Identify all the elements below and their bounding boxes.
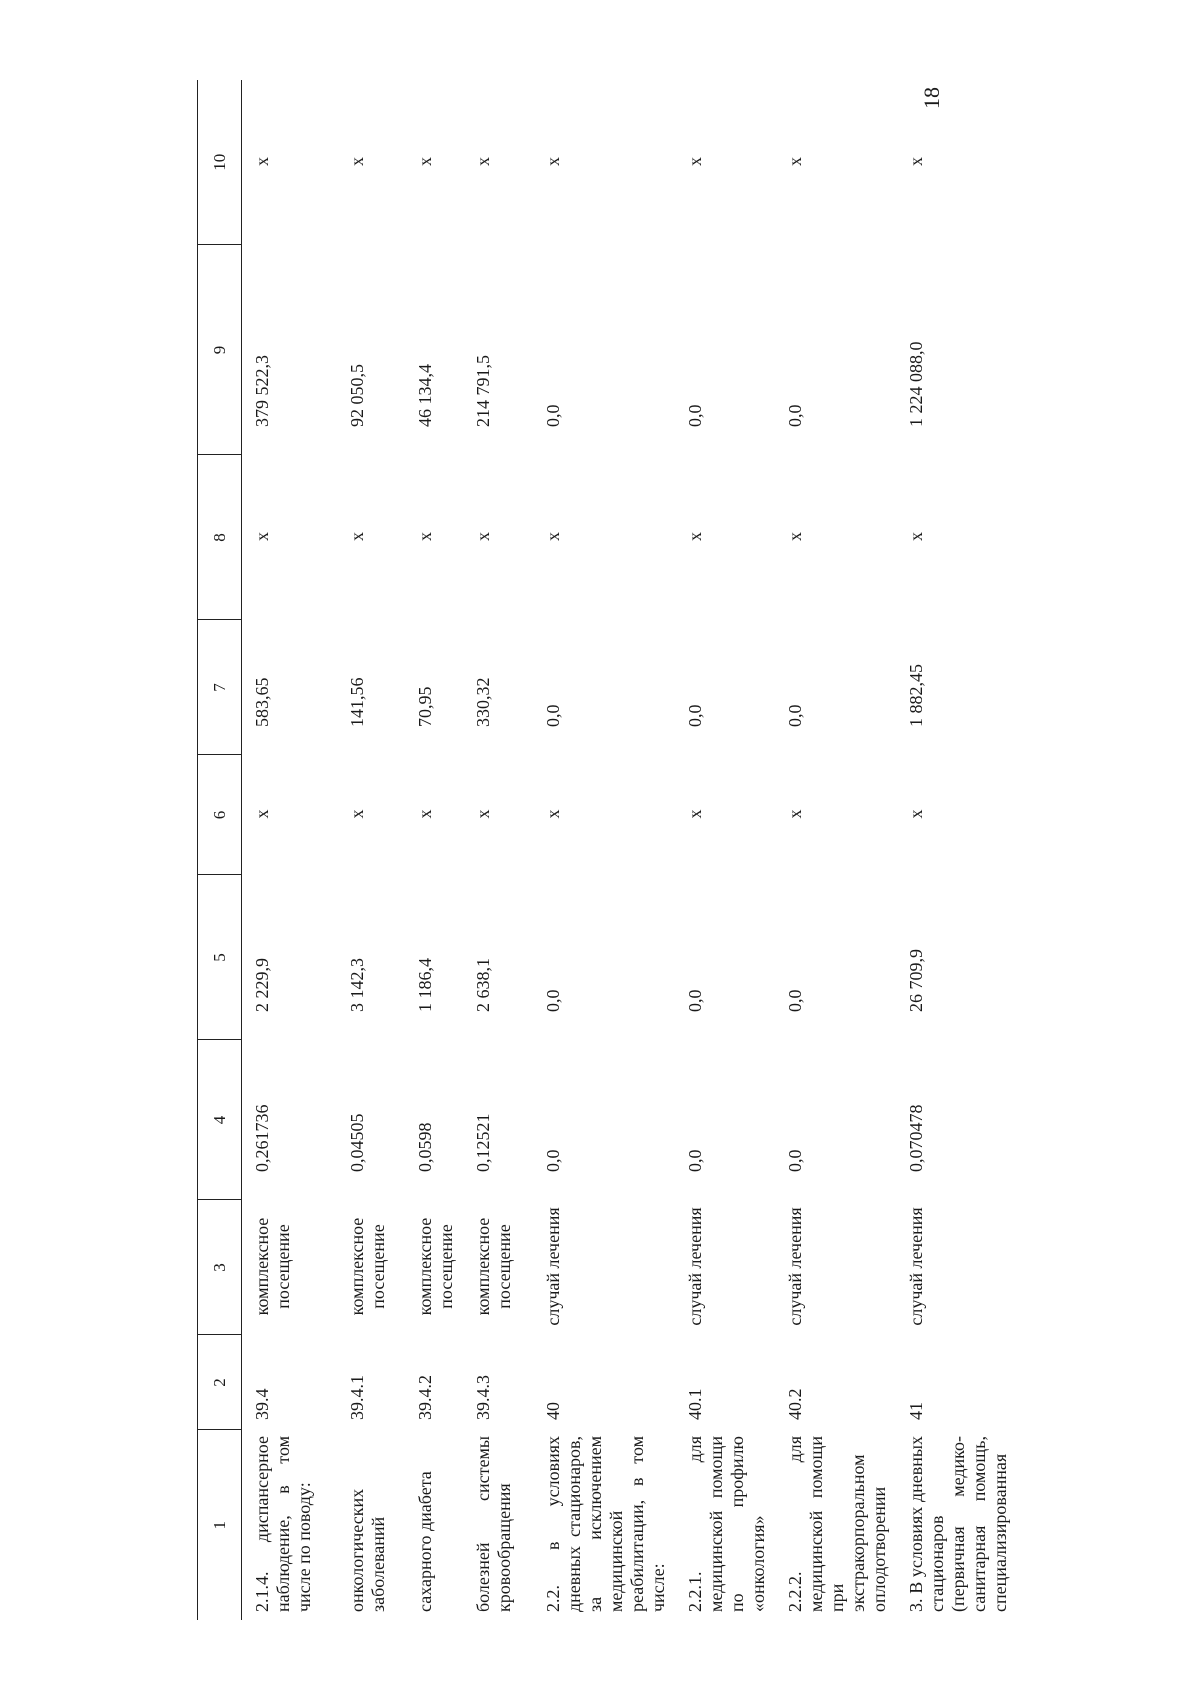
total-cell: 0,0 <box>542 404 563 427</box>
table-row <box>533 80 675 1620</box>
x-cell: x <box>252 157 272 166</box>
total-cell: 214 791,5 <box>472 355 493 427</box>
unit-cell: случай лечения <box>542 1207 563 1326</box>
x-cell: x <box>414 157 435 166</box>
table-row <box>405 80 463 1620</box>
column-header: 6 <box>198 755 242 875</box>
row-code: 40.1 <box>684 1388 705 1420</box>
x-cell: x <box>346 809 367 819</box>
x-cell: x <box>905 157 926 166</box>
column-header: 9 <box>198 245 242 455</box>
total-cell: 0,0 <box>784 404 805 427</box>
row-label: сахарного диабета <box>414 1471 435 1612</box>
x-cell: x <box>784 809 805 819</box>
row-label: онкологических заболеваний <box>346 1488 388 1612</box>
cost-cell: 0,0 <box>784 989 805 1012</box>
per-capita-cell: 70,95 <box>414 686 435 727</box>
table-row <box>463 80 533 1620</box>
total-cell: 0,0 <box>684 404 705 427</box>
row-label: болезней системы кровообращения <box>472 1436 514 1612</box>
volume-cell: 0,0 <box>784 1149 805 1172</box>
x-cell: x <box>684 157 705 166</box>
unit-cell: комплексное посещение <box>414 1217 456 1316</box>
per-capita-cell: 1 882,45 <box>905 664 926 727</box>
cost-cell: 26 709,9 <box>905 949 926 1012</box>
column-header: 7 <box>198 620 242 755</box>
cost-cell: 3 142,3 <box>346 958 367 1012</box>
row-code: 39.4.2 <box>414 1375 435 1420</box>
cost-cell: 0,0 <box>542 989 563 1012</box>
column-header: 1 <box>198 1430 242 1620</box>
x-cell: x <box>905 532 926 541</box>
volume-cell: 0,0 <box>542 1149 563 1172</box>
row-label: 3. В условиях дневных стационаров (первичная медико-санитарная помощь, специализированная <box>905 1436 1010 1612</box>
volume-cell: 0,070478 <box>905 1104 926 1172</box>
rotated-page-content <box>197 80 1010 1620</box>
x-cell: x <box>784 157 805 166</box>
table-row <box>337 80 405 1620</box>
row-code: 39.4.1 <box>346 1375 367 1420</box>
total-cell: 1 224 088,0 <box>905 341 926 427</box>
table-row <box>675 80 775 1620</box>
row-code: 39.4 <box>252 1388 272 1420</box>
x-cell: x <box>784 532 805 541</box>
total-cell: 46 134,4 <box>414 364 435 427</box>
volume-cell: 0,04505 <box>346 1113 367 1172</box>
cost-cell: 1 186,4 <box>414 958 435 1012</box>
column-header: 3 <box>198 1200 242 1335</box>
unit-cell: комплексное посещение <box>472 1217 514 1316</box>
cost-cell: 2 229,9 <box>252 958 272 1012</box>
x-cell: x <box>472 532 493 541</box>
total-cell: 92 050,5 <box>346 364 367 427</box>
per-capita-cell: 330,32 <box>472 677 493 727</box>
unit-cell: случай лечения <box>905 1207 926 1326</box>
x-cell: x <box>472 809 493 819</box>
unit-cell: случай лечения <box>684 1207 705 1326</box>
x-cell: x <box>346 532 367 541</box>
unit-cell: случай лечения <box>784 1207 805 1326</box>
row-code: 40.2 <box>784 1388 805 1420</box>
row-label: 2.1.4. диспансерное наблюдение, в том числе по поводу: <box>252 1436 314 1612</box>
x-cell: x <box>472 157 493 166</box>
per-capita-cell: 0,0 <box>542 704 563 727</box>
x-cell: x <box>542 532 563 541</box>
table-row <box>775 80 896 1620</box>
volume-cell: 0,261736 <box>252 1104 272 1172</box>
row-label: 2.2. в условиях дневных стационаров, за исключением медицинской реабилитации, в том числе: <box>542 1436 668 1612</box>
x-cell: x <box>542 157 563 166</box>
page-number: 18 <box>919 87 944 109</box>
row-label: 2.2.1. для медицинской помощи по профилю «онкология» <box>684 1436 768 1612</box>
x-cell: x <box>346 157 367 166</box>
x-cell: x <box>542 809 563 819</box>
per-capita-cell: 0,0 <box>684 704 705 727</box>
row-code: 41 <box>905 1402 926 1420</box>
per-capita-cell: 0,0 <box>784 704 805 727</box>
row-code: 40 <box>542 1402 563 1420</box>
volume-cell: 0,0598 <box>414 1122 435 1172</box>
unit-cell: комплексное посещение <box>252 1217 293 1316</box>
x-cell: x <box>414 532 435 541</box>
x-cell: x <box>252 809 272 819</box>
header-row <box>198 80 242 1620</box>
cost-cell: 2 638,1 <box>472 958 493 1012</box>
per-capita-cell: 141,56 <box>346 677 367 727</box>
x-cell: x <box>684 809 705 819</box>
volume-cell: 0,0 <box>684 1149 705 1172</box>
volume-cell: 0,12521 <box>472 1113 493 1172</box>
row-code: 39.4.3 <box>472 1375 493 1420</box>
column-header: 5 <box>198 875 242 1040</box>
column-header: 2 <box>198 1335 242 1430</box>
x-cell: x <box>905 809 926 819</box>
column-header: 10 <box>198 80 242 245</box>
tariff-table <box>197 80 1017 1620</box>
cost-cell: 0,0 <box>684 989 705 1012</box>
total-cell: 379 522,3 <box>252 355 272 427</box>
x-cell: x <box>414 809 435 819</box>
row-label: 2.2.2. для медицинской помощи при экстракорпоральном оплодотворении <box>784 1436 889 1612</box>
x-cell: x <box>252 532 272 541</box>
column-header: 4 <box>198 1040 242 1200</box>
x-cell: x <box>684 532 705 541</box>
per-capita-cell: 583,65 <box>252 677 272 727</box>
table-row <box>242 80 337 1620</box>
unit-cell: комплексное посещение <box>346 1217 388 1316</box>
table-row <box>896 80 1017 1620</box>
column-header: 8 <box>198 455 242 620</box>
